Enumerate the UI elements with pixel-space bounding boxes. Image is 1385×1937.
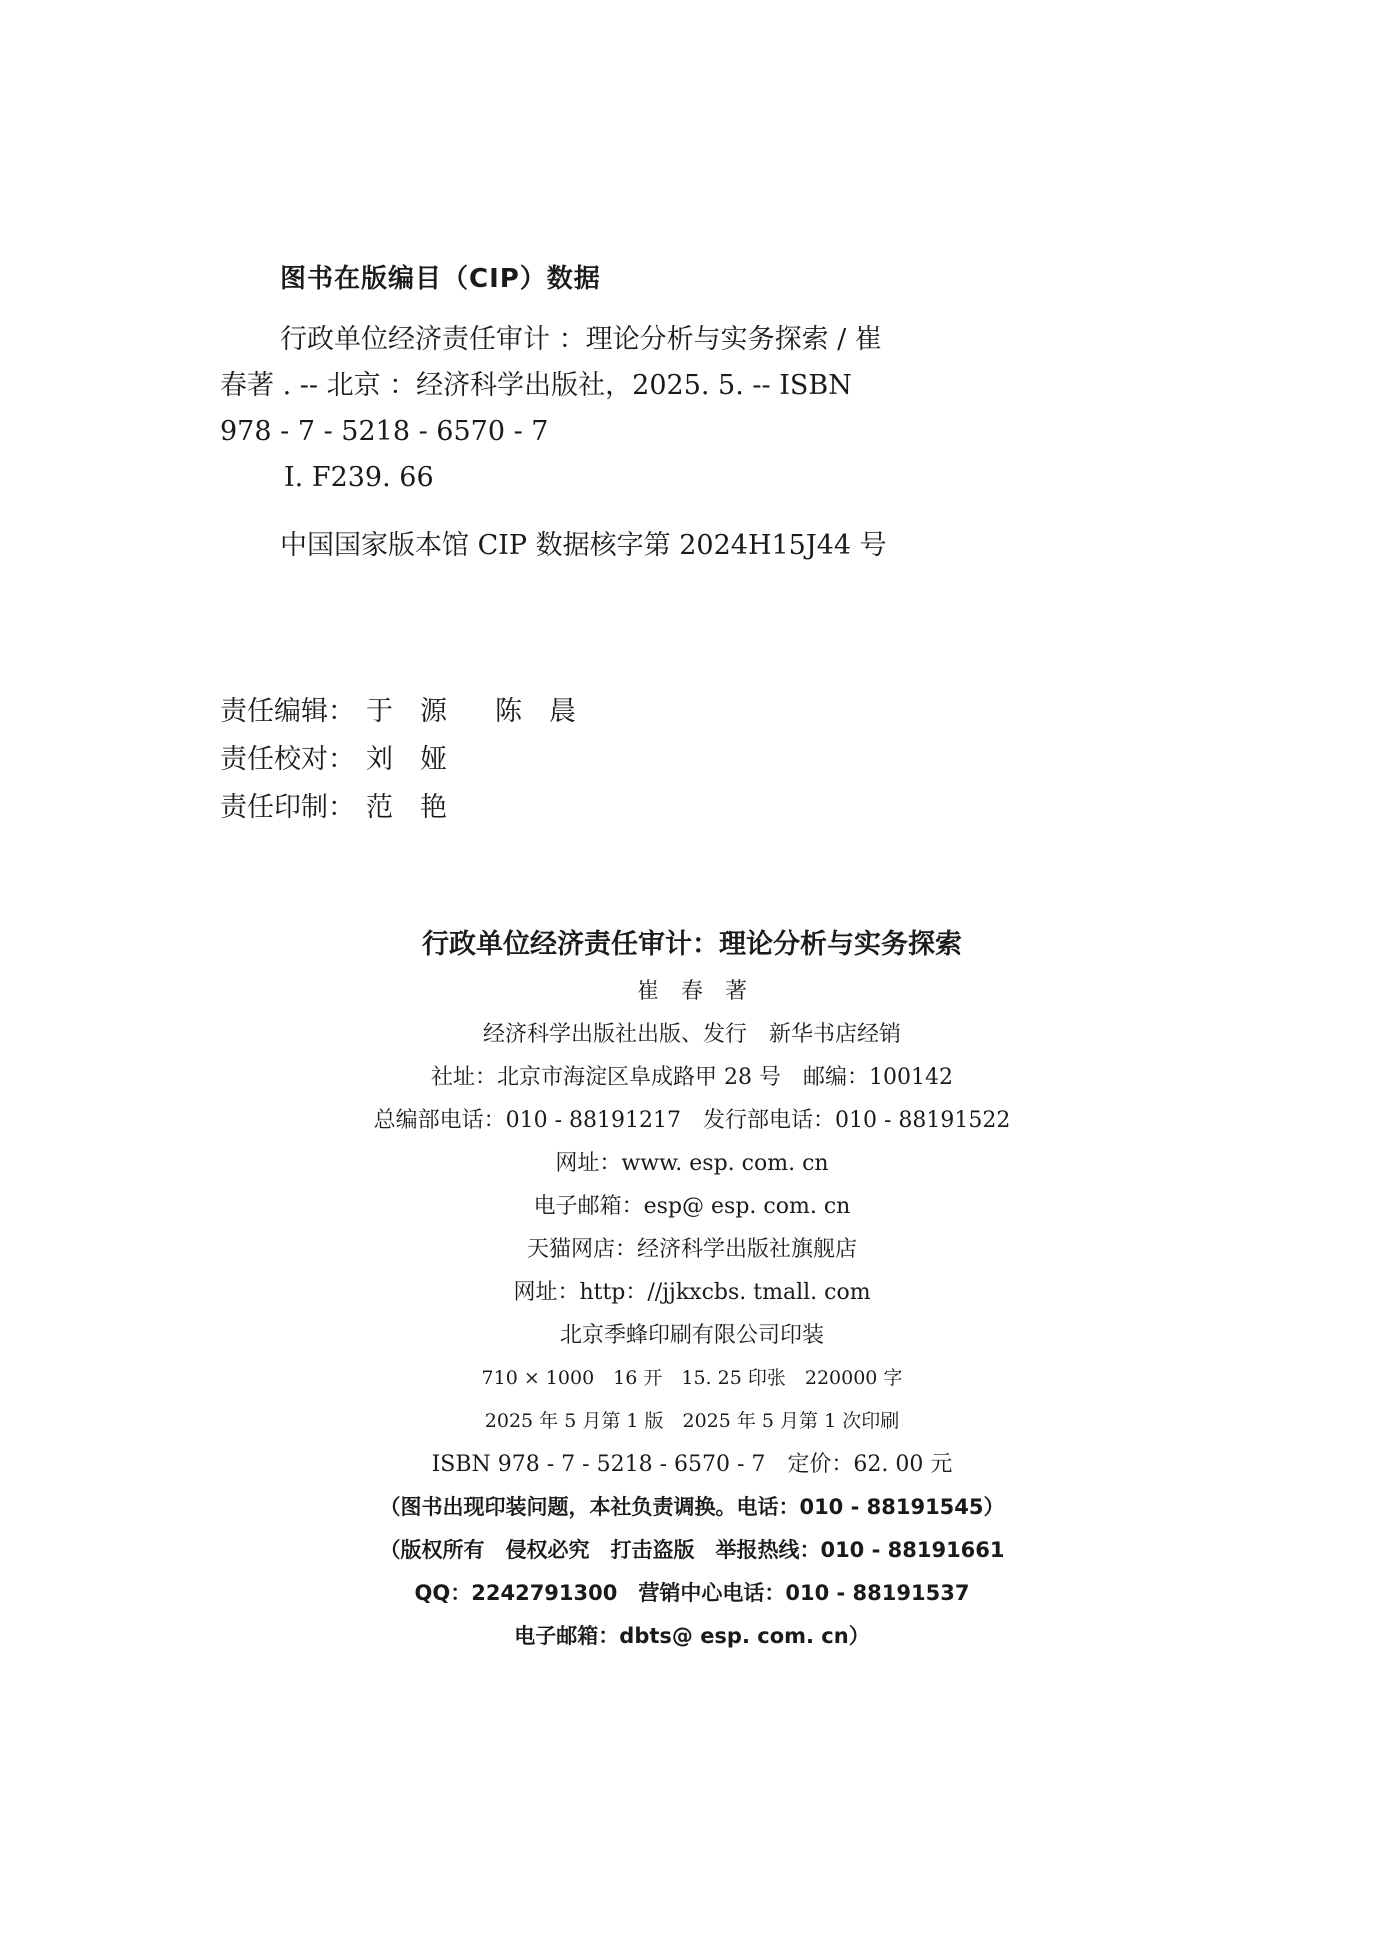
- staff-label: 责任印制：: [220, 792, 355, 823]
- cip-data-block: [220, 258, 980, 569]
- printer-line: 北京季蜂印刷有限公司印装: [559, 1323, 824, 1348]
- staff-label: 责任编辑：: [220, 696, 355, 727]
- notice-copyright: （版权所有 侵权必究 打击盗版 举报热线：010 - 88191661: [379, 1538, 1005, 1562]
- cip-heading: 图书在版编目（CIP）数据: [280, 264, 601, 294]
- notice-print-issue: （图书出现印装问题，本社负责调换。电话：010 - 88191545）: [379, 1495, 1005, 1519]
- publisher-address: 社址：北京市海淀区阜成路甲 28 号 邮编：100142: [431, 1065, 953, 1090]
- staff-row-proofreader: [220, 736, 624, 784]
- tmall-store: 天猫网店：经济科学出版社旗舰店: [526, 1237, 857, 1262]
- cip-record-line-1: 行政单位经济责任审计 ：理论分析与实务探索 / 崔: [280, 324, 882, 355]
- staff-name: 刘 娅: [366, 744, 447, 775]
- tmall-url: 网址：http：//jjkxcbs. tmall. com: [513, 1280, 871, 1305]
- staff-name: 范 艳: [366, 792, 447, 823]
- cip-number: 中国国家版本馆 CIP 数据核字第 2024H15J44 号: [280, 530, 887, 561]
- staff-row-editor: [220, 688, 624, 736]
- edition-line: 2025 年 5 月第 1 版 2025 年 5 月第 1 次印刷: [484, 1410, 900, 1432]
- publisher-phones: 总编部电话：010 - 88191217 发行部电话：010 - 88191522: [373, 1108, 1011, 1133]
- notice-email: 电子邮箱：dbts@ esp. com. cn）: [514, 1624, 870, 1648]
- publisher-website: 网址：www. esp. com. cn: [555, 1151, 829, 1176]
- publisher-line: 经济科学出版社出版、发行 新华书店经销: [482, 1022, 901, 1047]
- isbn-price: ISBN 978 - 7 - 5218 - 6570 - 7 定价：62. 00 元: [431, 1452, 953, 1477]
- book-author: 崔 春 著: [636, 979, 747, 1004]
- staff-name: 于 源: [366, 696, 447, 727]
- staff-names: [366, 736, 495, 784]
- publisher-email: 电子邮箱：esp@ esp. com. cn: [533, 1194, 851, 1219]
- cip-record: [220, 317, 980, 501]
- staff-names: [366, 688, 624, 736]
- cip-record-line-2: 春著 . -- 北京 ：经济科学出版社，2025. 5. -- ISBN: [220, 370, 852, 401]
- staff-row-printing: [220, 784, 624, 832]
- staff-credits: [220, 688, 624, 832]
- cip-classification: Ⅰ. F239. 66: [284, 462, 434, 493]
- staff-name: 陈 晨: [495, 696, 576, 727]
- staff-label: 责任校对：: [220, 744, 355, 775]
- book-specs: 710 × 1000 16 开 15. 25 印张 220000 字: [481, 1367, 903, 1389]
- cip-record-line-3: 978 - 7 - 5218 - 6570 - 7: [220, 416, 549, 447]
- notice-qq: QQ：2242791300 营销中心电话：010 - 88191537: [414, 1581, 970, 1605]
- colophon: [292, 920, 1092, 1658]
- book-title: 行政单位经济责任审计：理论分析与实务探索: [422, 929, 962, 960]
- staff-names: [366, 784, 495, 832]
